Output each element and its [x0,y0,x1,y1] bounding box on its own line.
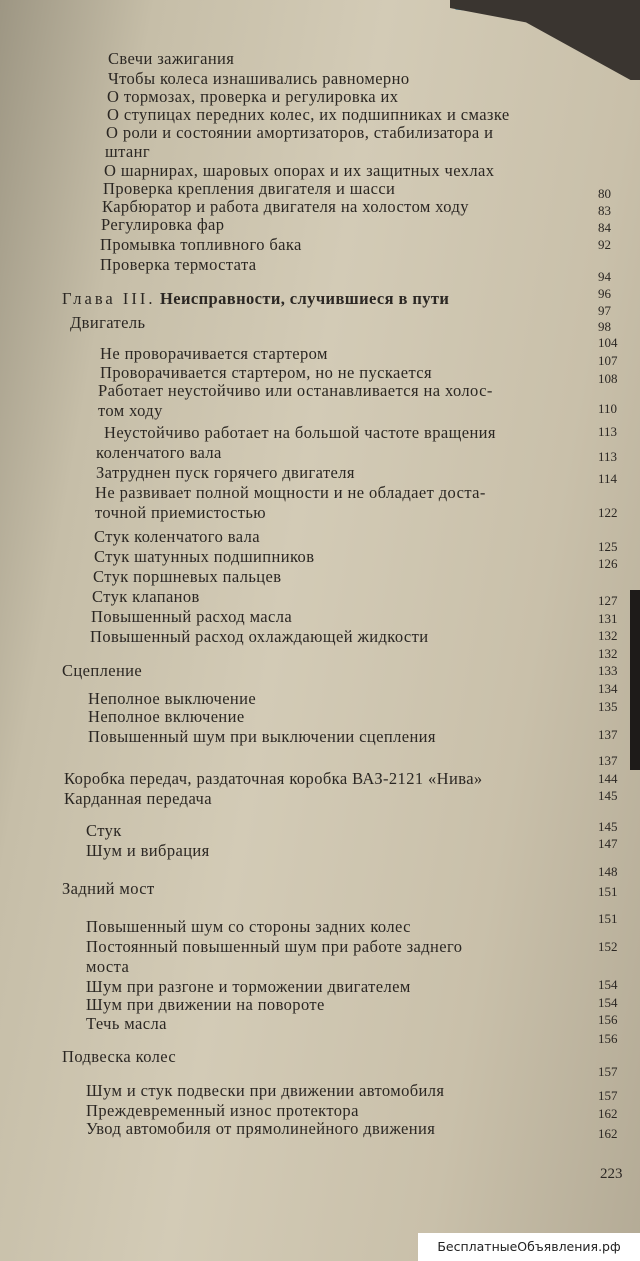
toc-page-number: 122 [598,505,618,520]
toc-entry: Стук [86,821,122,840]
toc-page-number: 145 [598,788,618,803]
chapter-heading [62,290,449,307]
toc-page-number: 131 [598,611,618,626]
toc-entry: Проворачивается стартером, но не пускается [100,363,432,382]
toc-page-number: 127 [598,593,618,608]
toc-page-number: 94 [598,269,611,284]
toc-entry: О роли и состоянии амортизаторов, стабилизатора и [106,123,494,142]
toc-entry: Стук шатунных подшипников [94,547,315,566]
toc-page-number: 134 [598,681,618,696]
toc-page-number: 137 [598,753,618,768]
watermark: БесплатныеОбъявления.рф [418,1233,640,1261]
toc-entry: О ступицах передних колес, их подшипниках и смазке [107,105,510,124]
toc-entry: Постоянный повышенный шум при работе заднего [86,937,463,956]
toc-entry: Промывка топливного бака [100,235,302,254]
toc-entry: Карданная передача [64,789,212,808]
toc-page-number: 98 [598,319,611,334]
toc-entry: Свечи зажигания [108,49,235,68]
toc-entry: коленчатого вала [96,443,222,462]
toc-entry: Работает неустойчиво или останавливается на холос- [98,381,493,400]
toc-page-number: 126 [598,556,618,571]
toc-page-number: 84 [598,220,611,235]
section-heading: Задний мост [62,879,155,898]
page-number: 223 [600,1166,623,1182]
toc-page-number: 133 [598,663,618,678]
toc-entry: Регулировка фар [101,215,225,234]
toc-entry: Затруднен пуск горячего двигателя [96,463,355,482]
chapter-title: Неисправности, случившиеся в пути [160,289,450,308]
toc-entry: Неполное включение [88,707,245,726]
toc-page-number: 96 [598,286,611,301]
toc-page-number: 151 [598,911,618,926]
toc-page-number: 148 [598,864,618,879]
toc-page-number: 135 [598,699,618,714]
toc-page-number: 104 [598,335,618,350]
toc-entry: Шум и стук подвески при движении автомобиля [86,1081,445,1100]
toc-entry: Чтобы колеса изнашивались равномерно [108,69,410,88]
toc-page-number: 137 [598,727,618,742]
toc-entry: Проверка термостата [100,255,257,274]
toc-page-number: 132 [598,628,618,643]
toc-page-number: 152 [598,939,618,954]
toc-entry: Неполное выключение [88,689,257,708]
toc-page-number: 92 [598,237,611,252]
toc-page-number: 162 [598,1126,618,1141]
toc-entry: точной приемистостью [95,503,267,522]
toc-entry: Коробка передач, раздаточная коробка ВАЗ-2121 «Нива» [64,769,483,788]
toc-page-number: 154 [598,995,618,1010]
toc-page-number: 145 [598,819,618,834]
toc-entry: Повышенный шум при выключении сцепления [88,727,436,746]
toc-entry: Неустойчиво работает на большой частоте вращения [104,423,496,442]
toc-page-number: 97 [598,303,611,318]
toc-entry: Карбюратор и работа двигателя на холостом ходу [102,197,469,216]
toc-entry: О тормозах, проверка и регулировка их [107,87,399,106]
section-heading: Подвеска колес [62,1047,177,1066]
toc-page-number: 125 [598,539,618,554]
toc-entry: моста [86,957,130,976]
toc-page-number: 151 [598,884,618,899]
toc-entry: Не проворачивается стартером [100,344,328,363]
toc-page-number: 83 [598,203,611,218]
toc-entry: Стук поршневых пальцев [93,567,282,586]
toc-entry: Шум при разгоне и торможении двигателем [86,977,411,996]
toc-page-number: 157 [598,1088,618,1103]
section-heading: Сцепление [62,661,143,680]
toc-entry: Шум при движении на повороте [86,995,325,1014]
toc-page-number: 156 [598,1012,618,1027]
toc-entry: штанг [105,142,151,161]
toc-page-number: 144 [598,771,618,786]
toc-page-number: 147 [598,836,618,851]
background-edge [630,590,640,770]
toc-page-number: 113 [598,424,618,439]
toc-entry: том ходу [98,401,163,420]
toc-page-number: 162 [598,1106,618,1121]
toc-entry: Преждевременный износ протектора [86,1101,359,1120]
background-corner [450,0,640,80]
chapter-prefix: Глава III. [62,289,156,308]
toc-entry: О шарнирах, шаровых опорах и их защитных чехлах [104,161,495,180]
toc-page-number: 113 [598,449,618,464]
toc-page-number: 156 [598,1031,618,1046]
toc-entry: Течь масла [86,1014,167,1033]
toc-page-number: 108 [598,371,618,386]
toc-page-number: 80 [598,186,611,201]
toc-entry: Проверка крепления двигателя и шасси [103,179,396,198]
toc-page-number: 107 [598,353,618,368]
toc-page-number: 154 [598,977,618,992]
toc-page-number: 114 [598,471,618,486]
toc-entry: Повышенный шум со стороны задних колес [86,917,411,936]
section-heading: Двигатель [70,313,146,332]
toc-entry: Повышенный расход масла [91,607,293,626]
toc-entry: Не развивает полной мощности и не обладает доста- [95,483,486,502]
toc-entry: Увод автомобиля от прямолинейного движения [86,1119,436,1138]
toc-entry: Повышенный расход охлаждающей жидкости [90,627,429,646]
toc-page-number: 132 [598,646,618,661]
toc-entry: Стук клапанов [92,587,200,606]
toc-page-number: 157 [598,1064,618,1079]
toc-page-number: 110 [598,401,618,416]
toc-entry: Шум и вибрация [86,841,210,860]
toc-entry: Стук коленчатого вала [94,527,260,546]
